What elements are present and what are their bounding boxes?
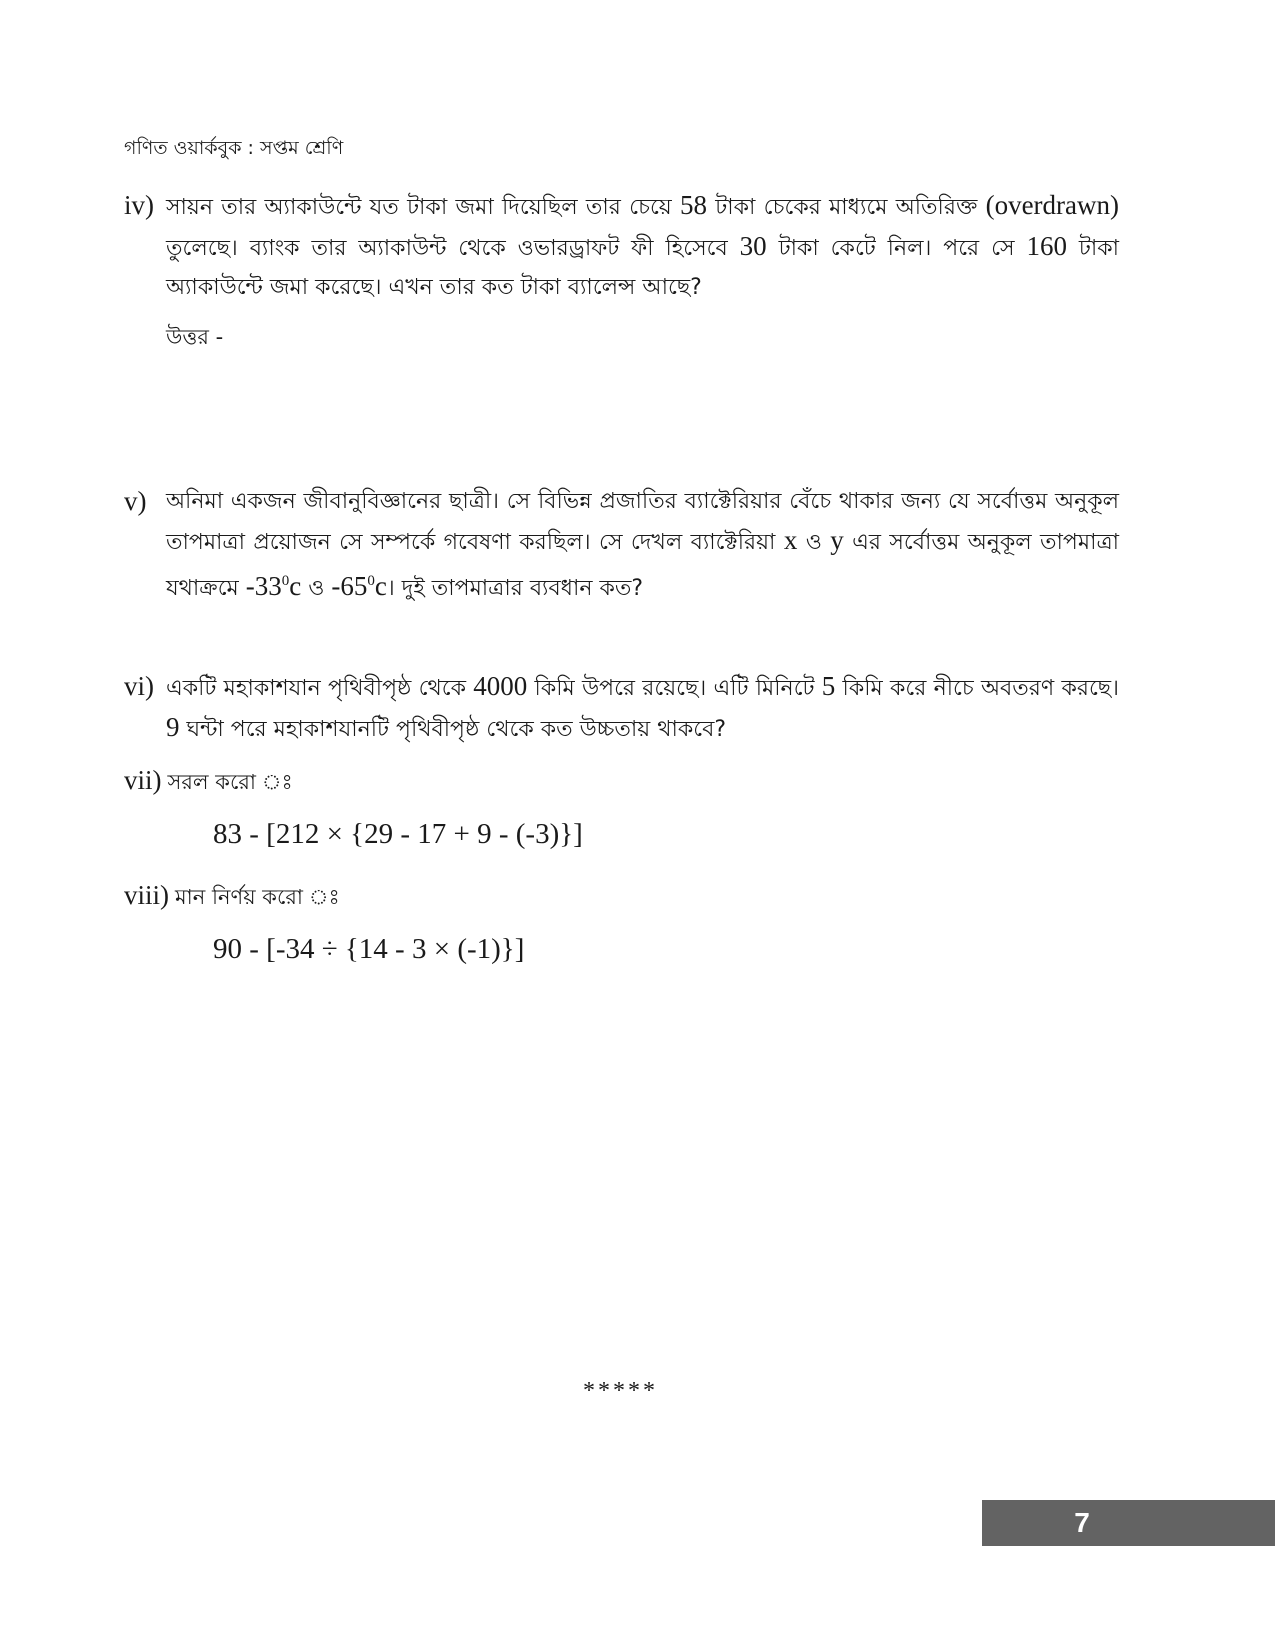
- question-text: [166, 667, 1119, 749]
- question-label: vii): [124, 765, 162, 795]
- variable-x: x: [783, 525, 798, 555]
- text-segment: ঘন্টা পরে মহাকাশযানটি পৃথিবীপৃষ্ঠ থেকে কত উচ্চতায় থাকবে?: [179, 717, 727, 742]
- degree-superscript: 0: [281, 573, 290, 589]
- degree-superscript: 0: [367, 573, 375, 589]
- answer-label: উত্তর -: [166, 325, 224, 349]
- number: 58: [680, 190, 708, 220]
- variable-y: y: [830, 525, 844, 555]
- temperature-2: [331, 571, 386, 601]
- question-vi: [124, 667, 1119, 749]
- temperature-unit: c: [374, 571, 387, 601]
- temperature-unit: c: [289, 571, 302, 601]
- question-instruction: সরল করো ঃ: [167, 770, 293, 794]
- question-text: [166, 186, 1119, 307]
- text-segment: সায়ন তার অ্যাকাউন্টে যত টাকা জমা দিয়েছিল তার চেয়ে: [166, 195, 681, 220]
- section-separator: *****: [583, 1378, 658, 1404]
- question-label: iv): [124, 190, 154, 220]
- text-segment: টাকা চেকের মাধ্যমে অতিরিক্ত: [707, 195, 986, 220]
- number: 4000: [473, 671, 528, 701]
- running-header: গণিত ওয়ার্কবুক : সপ্তম শ্রেণি: [124, 137, 344, 159]
- number: 30: [739, 231, 767, 261]
- expression-viii: 90 - [-34 ÷ {14 - 3 × (-1)}]: [213, 933, 525, 965]
- text-segment: কিমি করে নীচে অবতরণ করছে।: [835, 676, 1119, 701]
- question-instruction: মান নির্ণয় করো ঃ: [175, 885, 340, 909]
- question-text: [166, 482, 1119, 608]
- english-term: (overdrawn): [985, 190, 1120, 220]
- text-segment: এর সর্বোত্তম অনুকূল তাপমাত্রা যথাক্রমে: [166, 530, 1120, 601]
- question-v: [124, 482, 1119, 608]
- text-segment: একটি মহাকাশযান পৃথিবীপৃষ্ঠ থেকে: [166, 676, 474, 701]
- text-segment: কিমি উপরে রয়েছে। এটি মিনিটে: [527, 676, 822, 701]
- text-segment: অনিমা একজন জীবানুবিজ্ঞানের ছাত্রী। সে বিভিন্ন প্রজাতির ব্যাক্টেরিয়ার বেঁচে থাকার জন্য যে সর্বোত্তম অনুকূল তাপমাত্রা প্রয়োজন সে সম্পর্কে গবেষণা করছিল। সে দেখল ব্যাক্টেরিয়া: [166, 489, 1119, 555]
- number: 5: [821, 671, 836, 701]
- text-segment: । দুই তাপমাত্রার ব্যবধান কত?: [386, 576, 644, 601]
- question-label: v): [124, 486, 147, 516]
- number: 9: [166, 712, 180, 742]
- question-iv: [124, 186, 1119, 307]
- number: 160: [1026, 231, 1067, 261]
- question-label: viii): [124, 880, 169, 910]
- question-label: vi): [124, 671, 154, 701]
- temperature-1: [246, 571, 301, 601]
- question-viii: [124, 880, 340, 916]
- text-segment: টাকা অ্যাকাউন্টে জমা করেছে। এখন তার কত টাকা ব্যালেন্স আছে?: [166, 236, 1119, 300]
- question-vii: [124, 765, 293, 801]
- text-segment: টাকা কেটে নিল। পরে সে: [766, 236, 1027, 261]
- text-segment: ও: [797, 530, 831, 555]
- page-number: 7: [1074, 1507, 1090, 1538]
- text-segment: তুলেছে। ব্যাংক তার অ্যাকাউন্ট থেকে ওভারড্রাফট ফী হিসেবে: [166, 236, 740, 261]
- temperature-value: -33: [245, 571, 282, 601]
- temperature-value: -65: [331, 571, 368, 601]
- page-number-tab: [982, 1500, 1275, 1546]
- text-segment: ও: [301, 576, 332, 601]
- expression-vii: 83 - [212 × {29 - 17 + 9 - (-3)}]: [213, 818, 583, 850]
